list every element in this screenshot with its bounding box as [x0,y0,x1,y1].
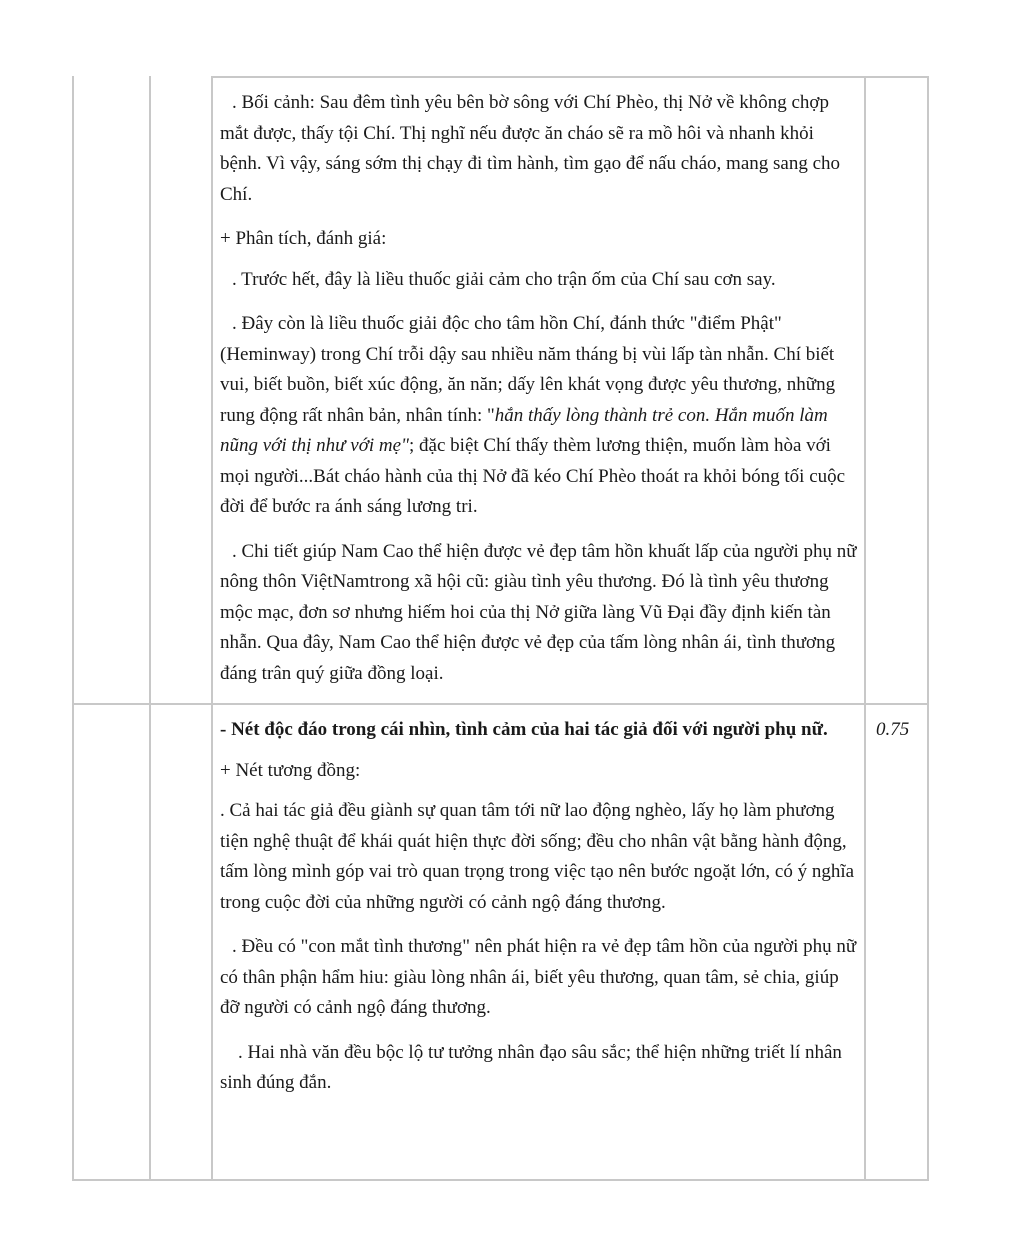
table-column-divider-2 [211,76,213,1181]
context-paragraph: . Bối cảnh: Sau đêm tình yêu bên bờ sông với Chí Phèo, thị Nở về không chợp mắt được, thấy tội Chí. Thị nghĩ nếu được ăn cháo sẽ ra mồ hôi và nhanh khỏi bệnh. Vì vậy, sáng sớm thị chạy đi tìm hành, tìm gạo để nấu cháo, mang sang cho Chí. [220,92,841,205]
analysis-point-2-text-b: ; đặc biệt Chí thấy thèm lương thiện, muốn làm hòa với mọi người...Bát cháo hành của thị Nở đã kéo Chí Phèo thoát ra khỏi bóng tối cuộc đời để bước ra ánh sáng lương tri. [220,435,846,517]
table-border-left [72,76,74,1181]
analysis-point-1: . Trước hết, đây là liều thuốc giải cảm cho trận ốm của Chí sau cơn say. [232,268,776,290]
score-value: 0.75 [876,719,910,740]
similarity-point-3: . Hai nhà văn đều bộc lộ tư tưởng nhân đạo sâu sắc; thể hiện những triết lí nhân sinh đúng đắn. [220,1041,842,1093]
similarity-point-2: . Đều có "con mắt tình thương" nên phát hiện ra vẻ đẹp tâm hồn của người phụ nữ có thân phận hẩm hiu: giàu lòng nhân ái, biết yêu thương, quan tâm, sẻ chia, giúp đỡ người có cảnh ngộ đáng thương. [220,936,857,1018]
analysis-point-2 [220,309,858,523]
content-cell-row-2 [220,715,858,1113]
table-column-divider-1 [149,76,151,1181]
table-border-bottom [72,1179,929,1181]
analysis-point-3: . Chi tiết giúp Nam Cao thể hiện được vẻ đẹp tâm hồn khuất lấp của người phụ nữ nông thôn ViệtNamtrong xã hội cũ: giàu tình yêu thương. Đó là tình yêu thương mộc mạc, đơn sơ nhưng hiếm hoi của thị Nở giữa làng Vũ Đại đầy định kiến tàn nhẫn. Qua đây, Nam Cao thể hiện được vẻ đẹp của tấm lòng nhân ái, tình thương đáng trân quý giữa đồng loại. [220,540,857,684]
content-cell-row-1 [220,88,858,703]
table-column-divider-3 [864,76,866,1181]
analysis-point-2-quote: hắn thấy lòng thành trẻ con. Hắn muốn làm nũng với thị như với mẹ" [220,404,828,456]
table-border-top [211,76,929,78]
analysis-heading: + Phân tích, đánh giá: [220,228,387,249]
table-row-divider [72,703,929,705]
table-border-right [927,76,929,1181]
similarity-point-1: . Cả hai tác giả đều giành sự quan tâm tới nữ lao động nghèo, lấy họ làm phương tiện nghệ thuật để khái quát hiện thực đời sống; đều cho nhân vật bằng hành động, tấm lòng mình góp vai trò quan trọng trong việc tạo nên bước ngoặt lớn, có ý nghĩa trong cuộc đời của những người có cảnh ngộ đáng thương. [220,800,855,913]
similarity-heading: + Nét tương đồng: [220,759,361,781]
analysis-point-2-text-a: . Đây còn là liều thuốc giải độc cho tâm hồn Chí, đánh thức "điểm Phật" (Heminway) trong Chí trỗi dậy sau nhiều năm tháng bị vùi lấp tàn nhẫn. Chí biết vui, biết buồn, biết xúc động, ăn năn; dấy lên khát vọng được yêu thương, những rung động rất nhân bản, nhân tính: " [220,313,836,426]
section-heading: - Nét độc đáo trong cái nhìn, tình cảm của hai tác giả đối với người phụ nữ. [220,719,828,740]
